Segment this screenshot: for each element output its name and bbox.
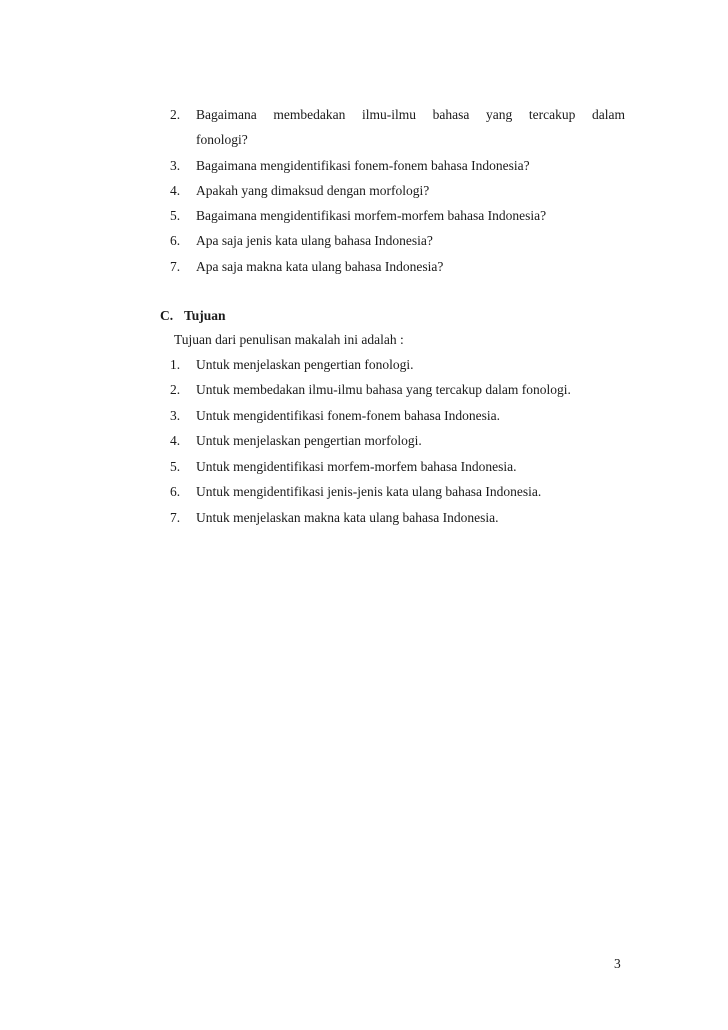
list-item-number: 6. (170, 484, 181, 499)
list-item-number: 5. (170, 208, 181, 223)
list-item-text: Bagaimana mengidentifikasi fonem-fonem bahasa Indonesia? (196, 158, 530, 173)
list-item (170, 379, 625, 400)
list-item (170, 155, 625, 176)
list-item-number: 7. (170, 259, 181, 274)
list-item (170, 205, 625, 226)
list-item (170, 354, 625, 375)
list-item (170, 180, 625, 201)
list-item-text: Bagaimana mengidentifikasi morfem-morfem bahasa Indonesia? (196, 208, 547, 223)
list-item-text: Untuk menjelaskan pengertian fonologi. (196, 357, 414, 372)
list-item-number: 4. (170, 183, 181, 198)
section-heading-title: Tujuan (184, 308, 226, 323)
list-item-text: Apa saja jenis kata ulang bahasa Indonesia? (196, 233, 433, 248)
list-item-text: Untuk mengidentifikasi fonem-fonem bahasa Indonesia. (196, 408, 501, 423)
list-item-text: Apa saja makna kata ulang bahasa Indonesia? (196, 259, 444, 274)
page-number: 3 (614, 956, 621, 971)
list-item-number: 4. (170, 433, 181, 448)
list-item-text: Bagaimana membedakan ilmu-ilmu bahasa yang tercakup dalam (196, 107, 625, 122)
list-item-number: 2. (170, 107, 181, 122)
list-item-continuation: fonologi? (196, 132, 248, 147)
list-item-number: 1. (170, 357, 181, 372)
list-item-text: Untuk mengidentifikasi morfem-morfem bahasa Indonesia. (196, 459, 517, 474)
list-item (170, 405, 625, 426)
list-item (170, 430, 625, 451)
list-item (170, 256, 625, 277)
list-item-text: Untuk menjelaskan makna kata ulang bahasa Indonesia. (196, 510, 499, 525)
list-item (170, 481, 625, 502)
list-item-number: 7. (170, 510, 181, 525)
list-item-text: Apakah yang dimaksud dengan morfologi? (196, 183, 430, 198)
list-item-number: 3. (170, 408, 181, 423)
list-item-number: 5. (170, 459, 181, 474)
section-heading (160, 305, 226, 326)
list-item (170, 507, 625, 528)
list-item-number: 3. (170, 158, 181, 173)
list-item (170, 230, 625, 251)
section-heading-letter: C. (160, 308, 174, 323)
list-item-text: Untuk membedakan ilmu-ilmu bahasa yang tercakup dalam fonologi. (196, 382, 571, 397)
list-item-text: Untuk menjelaskan pengertian morfologi. (196, 433, 422, 448)
section-intro: Tujuan dari penulisan makalah ini adalah : (174, 332, 404, 347)
list-item (170, 456, 625, 477)
list-item-number: 6. (170, 233, 181, 248)
list-item (170, 104, 625, 125)
list-item-number: 2. (170, 382, 181, 397)
list-item-text: Untuk mengidentifikasi jenis-jenis kata ulang bahasa Indonesia. (196, 484, 542, 499)
